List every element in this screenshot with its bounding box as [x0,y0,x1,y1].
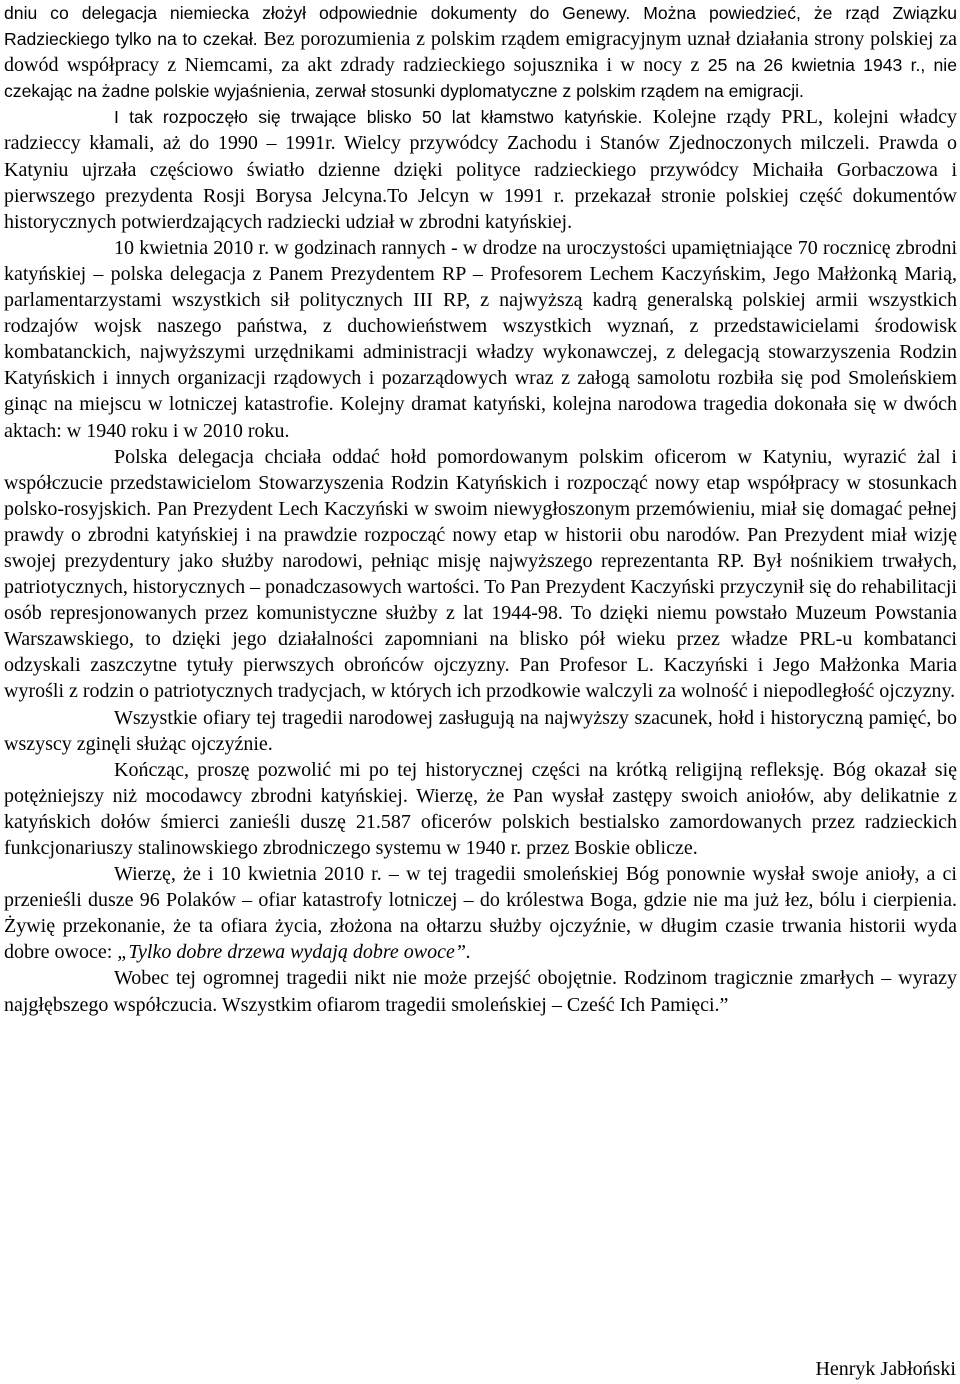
text-run: Kończąc, proszę pozwolić mi po tej historycznej części na krótką religijną refleksję. Bóg okazał się potężniejszy niż mocodawcy zbrodni katyńskiej. Wierzę, że Pan wysłał zastępy swoich aniołów, aby delikatnie z katyńskich dołów śmierci zanieśli duszę 21.587 oficerów polskich bestialsko zamordowanych przez radzieckich funkcjonariuszy stalinowskiego zbrodniczego systemu w 1940 r. przez Boskie oblicze. [4,758,957,859]
text-run: Polska delegacja chciała oddać hołd pomordowanym polskim oficerom w Katyniu, wyrazić żal i współczucie przedstawicielom Stowarzyszenia Rodzin Katyńskich i rozpocząć nowy etap współpracy w stosunkach polsko-rosyjskich. Pan Prezydent Lech Kaczyński w swoim niewygłoszonym przemówieniu, miał się domagać pełnej prawdy o zbrodni katyńskiej i na prawdzie rozpocząć nowy etap w historii obu narodów. Pan Prezydent miał wizję swojej prezydentury jako służby narodowi, pełniąc misję najwyższego reprezentanta RP. Był nośnikiem trwałych, patriotycznych, historycznych – ponadczasowych wartości. To Pan Prezydent Kaczyński przyczynił się do rehabilitacji osób represjonowanych przez komunistyczne służby z lat 1944-98. To dzięki niemu powstało Muzeum Powstania Warszawskiego, to dzięki jego działalności zapomniani na blisko pół wieku przez władze PRL-u kombatanci odzyskali zaszczytne tytuły pierwszych obrońców ojczyzny. Pan Profesor L. Kaczyński i Jego Małżonka Maria wyrośli z rodzin o patriotycznych tradycjach, w których ich przodkowie walczyli za wolność i niepodległość ojczyzny. [4,445,957,703]
quote-text: „Tylko dobre drzewa wydają dobre owoce”. [117,941,471,964]
author-signature: Henryk Jabłoński [815,1358,956,1380]
paragraph-6 [4,757,957,861]
paragraph-1 [4,0,957,104]
text-run: Kolejne rządy PRL, kolejni władcy radzieccy kłamali, aż do 1990 – 1991r. Wielcy przywódcy Zachodu i Stanów Zjednoczonych milczeli. Prawda o Katyniu ujrzała częściowo światło dzienne dzięki polityce radzieckiego przywódcy Michaiła Gorbaczowa i pierwszego prezydenta Rosji Borysa Jelcyna.To Jelcyn w 1991 r. przekazał stronie polskiej część dokumentów historycznych potwierdzających radziecki udział w zbrodni katyńskiej. [4,106,957,233]
paragraph-3 [4,235,957,444]
paragraph-2 [4,104,957,234]
paragraph-4 [4,444,957,705]
paragraph-8 [4,965,957,1017]
text-run: Bez porozumienia z polskim rządem emigracyjnym uznał działania strony polskiej za dowód współpracy z Niemcami, za akt zdrady radzieckiego sojusznika i w nocy z [4,28,957,77]
text-run: Wszystkie ofiary tej tragedii narodowej zasługują na najwyższy szacunek, hołd i historyczną pamięć, bo wszyscy zginęli służąc ojczyźnie. [4,706,957,755]
paragraph-5 [4,705,957,757]
text-run: 25 na 26 kwietnia 1943 r., nie czekając na żadne polskie wyjaśnienia, zerwał stosunki dyplomatyczne z polskim rządem na emigracji. [4,55,957,102]
document-body [4,0,957,1018]
text-run: dniu co delegacja niemiecka złożył odpowiednie dokumenty do Genewy. Można powiedzieć, że rząd Związku Radzieckiego tylko na to czekał. [4,3,957,50]
text-run: 10 kwietnia 2010 r. w godzinach rannych - w drodze na uroczystości upamiętniające 70 rocznicę zbrodni katyńskiej – polska delegacja z Panem Prezydentem RP – Profesorem Lechem Kaczyńskim, Jego Małżonką Marią, parlamentarzystami wszystkich sił politycznych III RP, z najwyższą kadrą generalską polskiej armii wszystkich rodzajów wojsk naszego państwa, z duchowieństwem wszystkich wyznań, z przedstawicielami środowisk kombatanckich, najwyższymi urzędnikami administracji władzy wykonawczej, z delegacją stowarzyszenia Rodzin Katyńskich i innych organizacji rządowych i pozarządowych wraz z załogą samolotu rozbiła się pod Smoleńskiem ginąc na miejscu w lotniczej katastrofie. Kolejny dramat katyński, kolejna narodowa tragedia dokonała się w dwóch aktach: w 1940 roku i w 2010 roku. [4,236,957,442]
text-run: Wierzę, że i 10 kwietnia 2010 r. – w tej tragedii smoleńskiej Bóg ponownie wysłał swoje anioły, a ci przenieśli dusze 96 Polaków – ofiar katastrofy lotniczej – do królestwa Boga, gdzie nie ma już łez, bólu i cierpienia. Żywię przekonanie, że ta ofiara życia, złożona na ołtarzu służby ojczyźnie, w długim czasie trwania historii wyda dobre owoce: [4,863,957,964]
paragraph-7 [4,861,957,965]
text-run: Wobec tej ogromnej tragedii nikt nie może przejść obojętnie. Rodzinom tragicznie zmarłych – wyrazy najgłębszego współczucia. Wszystkim ofiarom tragedii smoleńskiej – Cześć Ich Pamięci.” [4,967,957,1016]
text-run: I tak rozpoczęło się trwające blisko 50 lat kłamstwo katyńskie. [114,107,643,128]
